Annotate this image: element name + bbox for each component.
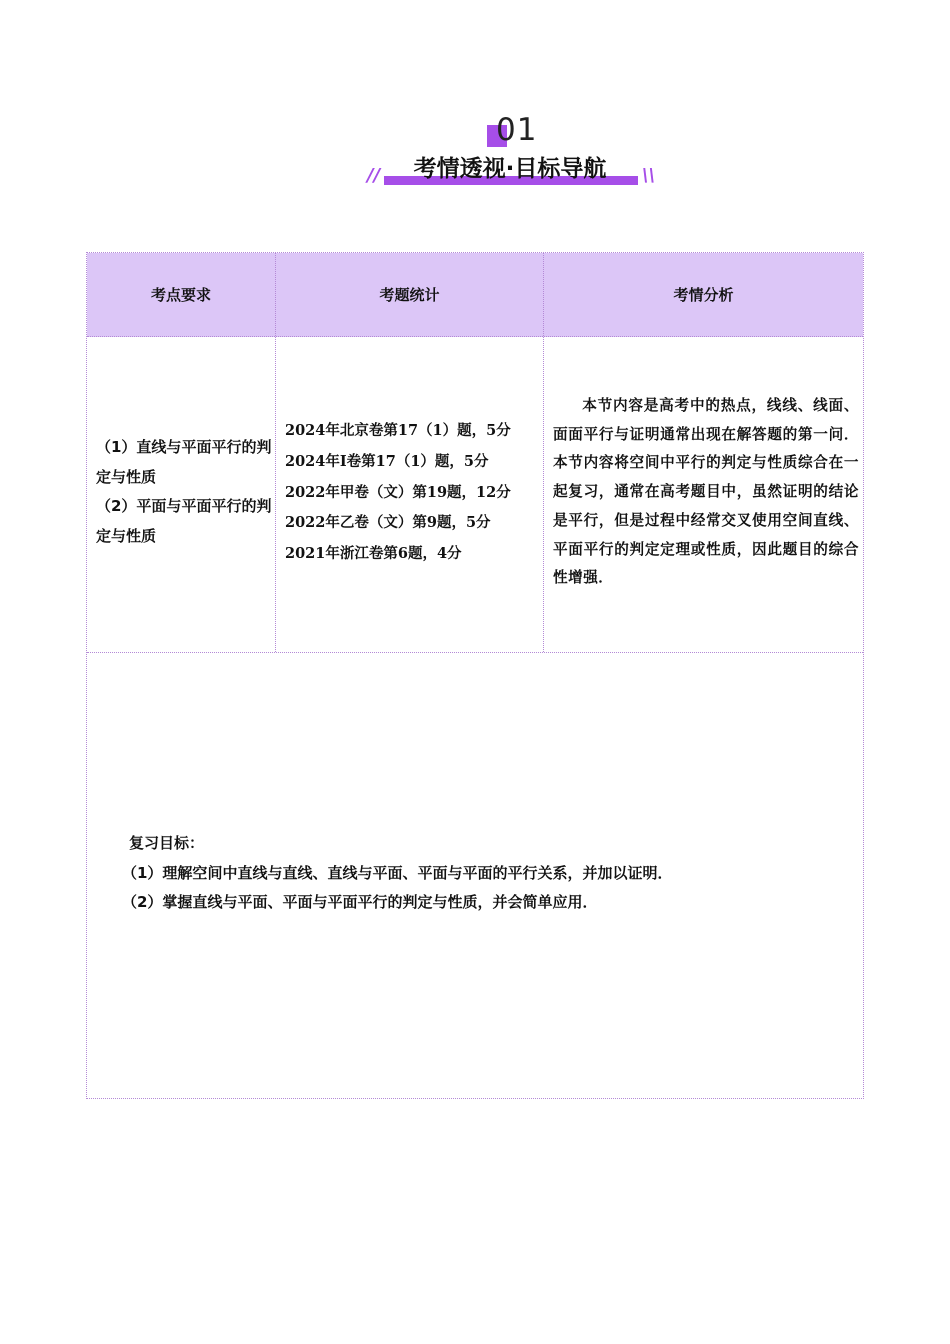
analysis-cell — [544, 337, 863, 652]
review-goal-item: （1）理解空间中直线与直线、直线与平面、平面与平面的平行关系，并加以证明． — [122, 863, 673, 882]
section-number: 01 — [496, 112, 538, 148]
statistic-item: 2022年甲卷（文）第19题，12分 — [285, 483, 511, 501]
title-deco-left: // — [367, 165, 381, 186]
requirements-cell — [87, 337, 276, 652]
header-analysis: 考情分析 — [673, 286, 734, 304]
section-title: 考情透视·目标导航 — [413, 156, 607, 182]
statistic-item: 2024年I卷第17（1）题，5分 — [285, 452, 489, 470]
statistic-item: 2022年乙卷（文）第9题，5分 — [285, 514, 491, 532]
statistic-item: 2021年浙江卷第6题，4分 — [285, 545, 462, 563]
review-goals-title: 复习目标： — [129, 834, 205, 852]
statistics-cell — [276, 337, 544, 652]
table-header-row — [87, 253, 863, 337]
requirement-item: （2）平面与平面平行的判定与性质 — [96, 497, 272, 545]
analysis-text: 本节内容是高考中的热点，线线、线面、面面平行与证明通常出现在解答题的第一问．本节内容将空间中平行的判定与性质综合在一起复习，通常在高考题目中，虽然证明的结论是平行，但是过程中经常交叉使用空间直线、平面平行的判定定理或性质，因此题目的综合性增强． — [553, 397, 859, 587]
review-goals — [122, 829, 829, 918]
statistic-item: 2024年北京卷第17（1）题，5分 — [285, 422, 511, 439]
review-goal-item: （2）掌握直线与平面、平面与平面平行的判定与性质，并会简单应用． — [122, 893, 598, 911]
review-goals-row — [87, 653, 863, 1098]
exam-analysis-table — [86, 252, 864, 1099]
requirement-item: （1）直线与平面平行的判定与性质 — [96, 438, 272, 486]
header-statistics: 考题统计 — [276, 253, 544, 336]
header-requirements: 考点要求 — [87, 253, 276, 336]
title-deco-right: \\ — [642, 165, 656, 186]
requirements-list — [96, 433, 274, 551]
table-body-row — [87, 337, 863, 653]
statistics-list — [285, 416, 547, 570]
